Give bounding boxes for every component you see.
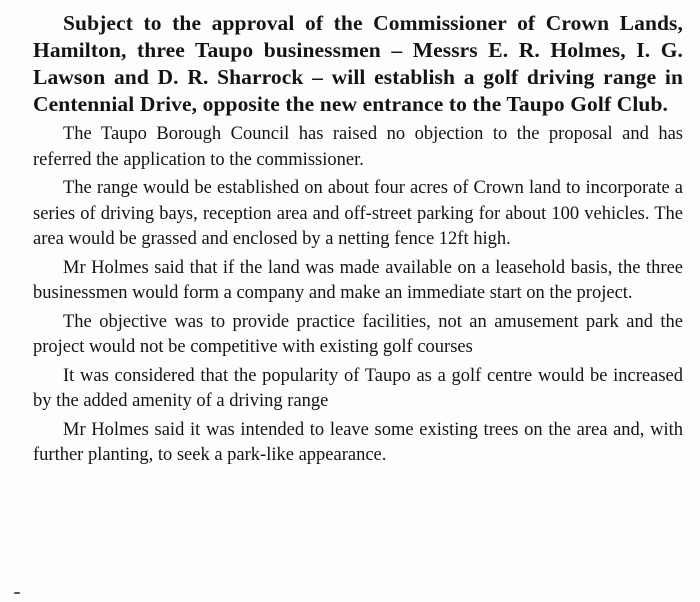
print-speck xyxy=(14,592,20,594)
article-paragraph-4: The objective was to provide practice facilities, not an amusement park and the project would not be competitive with existing golf courses xyxy=(33,311,683,357)
article-lead: Subject to the approval of the Commissioner of Crown Lands, Hamilton, three Taupo businessmen – Messrs E. R. Holmes, I. G. Lawson and D. R. Sharrock – will establish a golf driving range in Centennial Drive, opposite the new entrance to the Taupo Golf Club. xyxy=(33,11,683,116)
article-paragraph-1: The Taupo Borough Council has raised no objection to the proposal and has referred the application to the commissioner. xyxy=(33,124,683,170)
article-paragraph-3: Mr Holmes said that if the land was made available on a leasehold basis, the three businessmen would form a company and make an immediate start on the project. xyxy=(33,257,683,303)
article-paragraph-2: The range would be established on about four acres of Crown land to incorporate a series of driving bays, reception area and off-street parking for about 100 vehicles. The area would be grassed and enclosed by a netting fence 12ft high. xyxy=(33,178,683,249)
article-paragraph-6: Mr Holmes said it was intended to leave some existing trees on the area and, with further planting, to seek a park-like appearance. xyxy=(33,419,683,465)
article xyxy=(33,10,683,472)
article-paragraph-5: It was considered that the popularity of Taupo as a golf centre would be increased by the added amenity of a driving range xyxy=(33,365,683,411)
